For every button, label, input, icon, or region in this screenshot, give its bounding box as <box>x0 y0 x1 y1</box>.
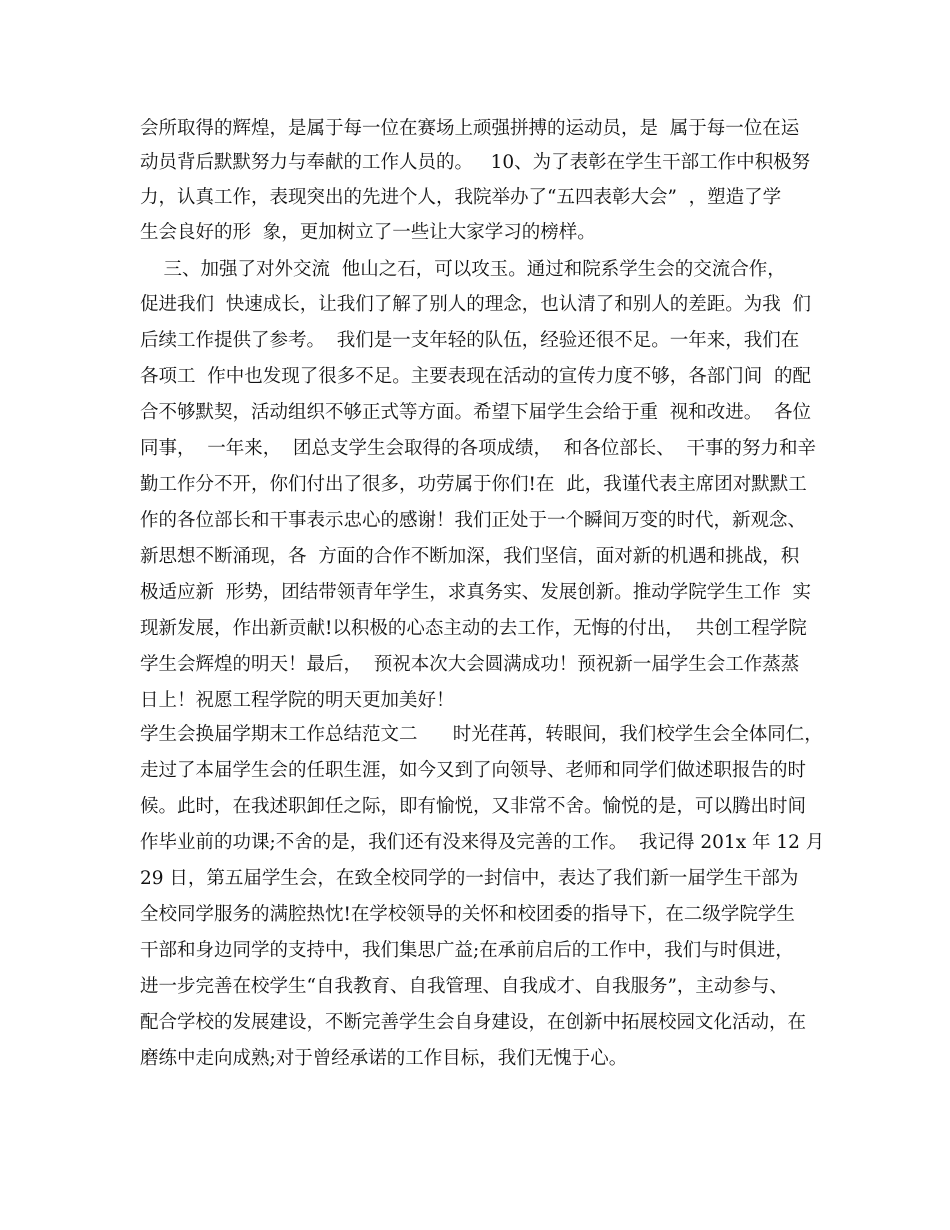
text-line: 29 日，第五届学生会，在致全校同学的一封信中，表达了我们新一届学生干部为 <box>140 868 799 889</box>
text-line: 新思想不断涌现，各 方面的合作不断加深，我们坚信，面对新的机遇和挑战，积 <box>140 546 800 567</box>
text-line: 作毕业前的功课;不舍的是，我们还有没来得及完善的工作。 我记得 201x 年 12 月 <box>140 832 825 853</box>
text-line: 日上！祝愿工程学院的明天更加美好！ <box>140 690 455 711</box>
text-line: 促进我们 快速成长，让我们了解了别人的理念，也认清了和别人的差距。为我 们 <box>140 294 812 315</box>
text-line: 同事， 一年来， 团总支学生会取得的各项成绩， 和各位部长、 干事的努力和辛 <box>140 438 817 459</box>
text-line: 磨练中走向成熟;对于曾经承诺的工作目标，我们无愧于心。 <box>140 1048 628 1069</box>
text-line: 极适应新 形势，团结带领青年学生，求真务实、发展创新。推动学院学生工作 实 <box>140 582 812 603</box>
text-line: 干部和身边同学的支持中，我们集思广益;在承前启后的工作中，我们与时俱进， <box>140 940 794 961</box>
text-line: 全校同学服务的满腔热忱!在学校领导的关怀和校团委的指导下，在二级学院学生 <box>140 904 795 925</box>
text-line: 动员背后默默努力与奉献的工作人员的。 10、为了表彰在学生干部工作中积极努 <box>140 152 811 173</box>
text-line: 走过了本届学生会的任职生涯，如今又到了向领导、老师和同学们做述职报告的时 <box>140 760 807 781</box>
text-line: 会所取得的辉煌，是属于每一位在赛场上顽强拼搏的运动员，是 属于每一位在运 <box>140 118 800 139</box>
text-line: 合不够默契，活动组织不够正式等方面。希望下届学生会给于重 视和改进。 各位 <box>140 402 812 423</box>
text-line: 学生会辉煌的明天！最后， 预祝本次大会圆满成功！预祝新一届学生会工作蒸蒸 <box>140 654 800 675</box>
text-line: 候。此时，在我述职卸任之际，即有愉悦，又非常不舍。愉悦的是，可以腾出时间 <box>140 796 807 817</box>
text-line: 后续工作提供了参考。 我们是一支年轻的队伍，经验还很不足。一年来，我们在 <box>140 330 800 351</box>
text-line: 勤工作分不开，你们付出了很多，功劳属于你们!在 此，我谨代表主席团对默默工 <box>140 474 807 495</box>
text-line: 配合学校的发展建设，不断完善学生会自身建设，在创新中拓展校园文化活动，在 <box>140 1012 807 1033</box>
text-line: 生会良好的形 象，更加树立了一些让大家学习的榜样。 <box>140 222 596 243</box>
text-line: 三、加强了对外交流 他山之石，可以攻玉。通过和院系学生会的交流合作， <box>140 259 786 280</box>
text-line: 现新发展，作出新贡献!以积极的心态主动的去工作，无悔的付出， 共创工程学院 <box>140 618 807 639</box>
text-line: 学生会换届学期末工作总结范文二 时光荏苒，转眼间，我们校学生会全体同仁， <box>140 724 823 745</box>
text-line: 力，认真工作，表现突出的先进个人，我院举办了“五四表彰大会” ，塑造了学 <box>140 187 782 208</box>
text-line: 各项工 作中也发现了很多不足。主要表现在活动的宣传力度不够，各部门间 的配 <box>140 366 812 387</box>
text-line: 进一步完善在校学生“自我教育、自我管理、自我成才、自我服务”，主动参与、 <box>140 976 788 997</box>
text-line: 作的各位部长和干事表示忠心的感谢！我们正处于一个瞬间万变的时代，新观念、 <box>140 510 807 531</box>
